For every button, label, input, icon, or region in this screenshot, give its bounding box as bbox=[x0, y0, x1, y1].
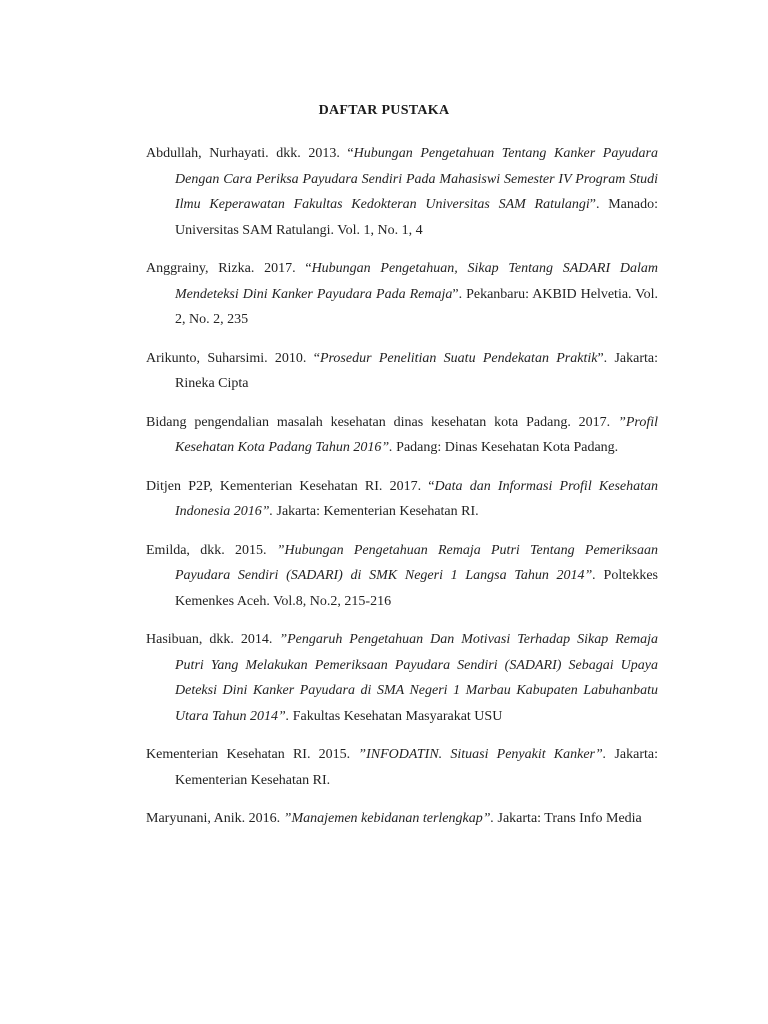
reference-entry bbox=[146, 806, 658, 832]
reference-author-year: Bidang pengendalian masalah kesehatan dinas kesehatan kota Padang. 2017. bbox=[146, 414, 619, 430]
reference-title: Hubungan Pengetahuan Tentang Kanker Payudara Dengan Cara Periksa Payudara Sendiri Pada Mahasiswi Semester IV Program Studi Ilmu Keperawatan Fakultas Kedokteran Universitas SAM Ratulangi bbox=[175, 146, 658, 212]
reference-author-year: Emilda, dkk. 2015. bbox=[146, 542, 277, 558]
reference-publisher: Poltekkes Kemenkes Aceh. Vol.8, No.2, 215-216 bbox=[175, 568, 658, 609]
reference-author-year: Kementerian Kesehatan RI. 2015. bbox=[146, 747, 359, 762]
reference-publisher: ”. Pekanbaru: AKBID Helvetia. Vol. 2, No. 2, 235 bbox=[175, 286, 658, 327]
reference-publisher: ”. Manado: Universitas SAM Ratulangi. Vol. 1, No. 1, 4 bbox=[175, 197, 658, 238]
page-title: DAFTAR PUSTAKA bbox=[318, 103, 450, 118]
reference-author-year: Ditjen P2P, Kementerian Kesehatan RI. 2017. “ bbox=[146, 478, 435, 494]
reference-entry bbox=[146, 627, 658, 729]
reference-title: ”Hubungan Pengetahuan Remaja Putri Tentang Pemeriksaan Payudara Sendiri (SADARI) di SMK Negeri 1 Langsa Tahun 2014”. bbox=[175, 542, 658, 583]
reference-title: Prosedur Penelitian Suatu Pendekatan Praktik bbox=[319, 350, 598, 366]
reference-author-year: Abdullah, Nurhayati. dkk. 2013. “ bbox=[146, 146, 354, 161]
reference-title: ”Pengaruh Pengetahuan Dan Motivasi Terhadap Sikap Remaja Putri Yang Melakukan Pemeriksaan Payudara Sendiri (SADARI) Sebagai Upaya Deteksi Dini Kanker Payudara di SMA Negeri 1 Marbau Kabupaten Labuhanbatu Utara Tahun 2014”. bbox=[175, 632, 658, 724]
reference-entry bbox=[146, 256, 658, 333]
reference-title: Data dan Informasi Profil Kesehatan Indonesia 2016”. bbox=[175, 478, 659, 519]
reference-entry bbox=[146, 538, 658, 615]
reference-author-year: Anggrainy, Rizka. 2017. “ bbox=[146, 261, 312, 276]
reference-title: Hubungan Pengetahuan, Sikap Tentang SADARI Dalam Mendeteksi Dini Kanker Payudara Pada Remaja bbox=[175, 261, 658, 302]
reference-entry bbox=[146, 410, 658, 461]
reference-title: ”INFODATIN. Situasi Penyakit Kanker”. bbox=[358, 747, 607, 762]
reference-publisher: Jakarta: Kementerian Kesehatan RI. bbox=[273, 504, 479, 519]
reference-entry bbox=[146, 346, 658, 397]
reference-publisher: Jakarta: Trans Info Media bbox=[494, 811, 642, 826]
reference-entry bbox=[146, 474, 658, 525]
reference-author-year: Hasibuan, dkk. 2014. bbox=[146, 632, 280, 647]
reference-entry bbox=[146, 141, 658, 243]
reference-author-year: Maryunani, Anik. 2016. bbox=[146, 811, 284, 826]
reference-publisher: Jakarta: Kementerian Kesehatan RI. bbox=[175, 747, 659, 788]
reference-title: ”Manajemen kebidanan terlengkap”. bbox=[283, 811, 495, 826]
reference-list bbox=[146, 141, 658, 845]
reference-publisher: Fakultas Kesehatan Masyarakat USU bbox=[289, 708, 503, 724]
reference-entry bbox=[146, 742, 658, 793]
reference-publisher: ”. Jakarta: Rineka Cipta bbox=[175, 350, 659, 391]
reference-author-year: Arikunto, Suharsimi. 2010. “ bbox=[146, 350, 320, 366]
reference-publisher: Padang: Dinas Kesehatan Kota Padang. bbox=[392, 440, 619, 455]
reference-title: ”Profil Kesehatan Kota Padang Tahun 2016”. bbox=[175, 414, 658, 455]
